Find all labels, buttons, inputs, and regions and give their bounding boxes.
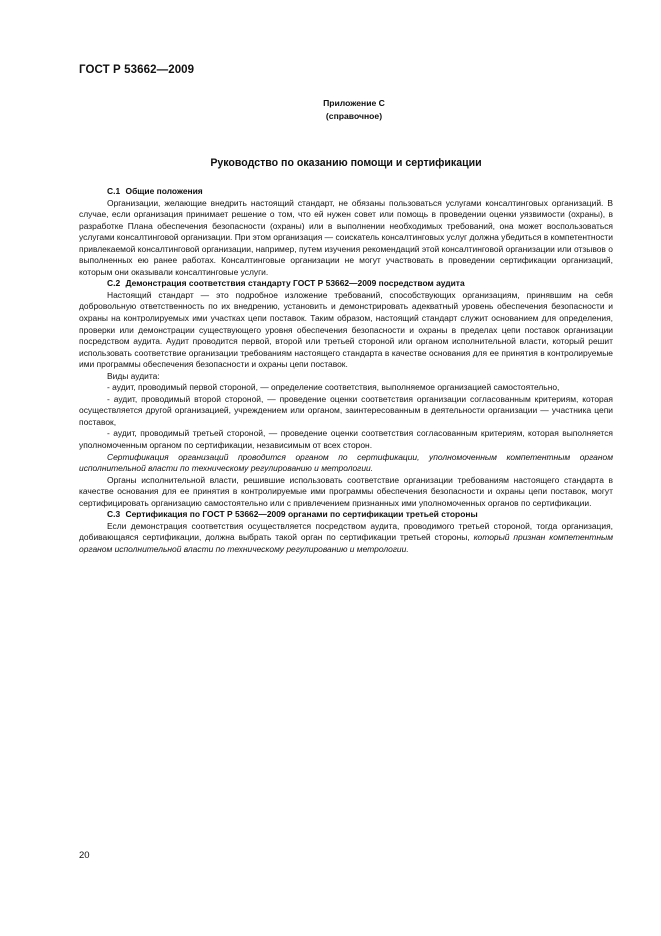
page-number: 20: [79, 850, 90, 861]
section-number: С.2: [107, 278, 121, 289]
section-number: С.1: [107, 186, 121, 196]
document-code: ГОСТ Р 53662—2009: [79, 64, 195, 76]
section-heading-c2: [79, 278, 613, 290]
paragraph: Организации, желающие внедрить настоящий стандарт, не обязаны пользоваться услугами консалтинговых организаций. В случае, если организация принимает решение о том, что ей нужен совет или помощь в проведении оценки уязвимости (охраны), в разработке Плана обеспечения безопасности (охраны) или в выполнении необходимых требований, она может воспользоваться услугами консалтинговой организации. При этом организация — соискатель консалтинговых услуг должна убедиться в компетентности привлекаемой консалтинговой организации, например, путем изучения рекомендаций этой консалтинговой организации или отзывов о выполненных ею ранее работах. Консалтинговые организации не могут участвовать в проведении сертификации организаций, которым они оказывали консалтинговые услуги.: [79, 197, 613, 277]
paragraph: [79, 521, 613, 556]
paragraph-text: Если демонстрация соответствия осуществляется посредством аудита, проводимого третьей стороной, тогда организация, добивающаяся сертификации, должна выбрать такой орган по сертификации третьей стороны,: [79, 520, 613, 543]
paragraph: Настоящий стандарт — это подробное изложение требований, способствующих организациям, принявшим на себя добровольную ответственность по их внедрению, установить и демонстрировать адекватный уровень обеспечения безопасности и охраны на контролируемых ими участках цепи поставок. Таким образом, настоящий стандарт служит основанием для определения, проверки или демонстрации существующего уровня обеспечения безопасности и охраны в пределах цепи поставок организации посредством аудита. Аудит проводится первой, второй или третьей стороной или органом исполнительной власти, который решит использовать соответствие организации требованиям настоящего стандарта в качестве основания для ее принятия в контролируемые ими программы обеспечения безопасности и охраны цепи поставок.: [79, 289, 613, 370]
list-intro: Виды аудита:: [107, 370, 160, 381]
annex-type: (справочное): [325, 111, 383, 121]
list-item: - аудит, проводимый первой стороной, — определение соответствия, выполняемое организацией самостоятельно,: [107, 382, 560, 393]
italic-note: Сертификация организаций проводится органом по сертификации, уполномоченным компетентным органом исполнительной власти по техническому регулированию и метрологии.: [79, 451, 613, 474]
section-number: С.3: [107, 509, 121, 520]
section-title: Общие положения: [125, 186, 203, 196]
section-title: Демонстрация соответствия стандарту ГОСТ Р 53662—2009 посредством аудита: [125, 278, 465, 289]
section-heading-c3: [79, 509, 613, 521]
annex-title: Руководство по оказанию помощи и сертификации: [210, 157, 482, 169]
annex-label: Приложение С: [323, 98, 385, 108]
annex-block: [79, 97, 613, 123]
section-title: Сертификация по ГОСТ Р 53662—2009 органами по сертификации третьей стороны: [125, 509, 478, 520]
list-item: - аудит, проводимый третьей стороной, — проведение оценки соответствия согласованным критериям, которая выполняется уполномоченным органом по сертификации, независимым от всех сторон.: [79, 428, 613, 451]
annex-body: [79, 186, 613, 556]
list-item: - аудит, проводимый второй стороной, — проведение оценки соответствия организации согласованным критериям, которая осуществляется другой организацией, учреждением или органом, заинтересованным в деятельности организации — участника цепи поставок,: [79, 393, 613, 427]
paragraph: Органы исполнительной власти, решившие использовать соответствие организации требованиям настоящего стандарта в качестве основания для ее принятия в контролируемые ими программы обеспечения безопасности и охраны цепи поставок, могут сертифицировать организацию самостоятельно или с привлечением признанных ими уполномоченных органов по сертификации.: [79, 474, 613, 508]
paragraph-italic-text: который признан компетентным органом исполнительной власти по техническому регулированию и метрологии.: [79, 532, 613, 554]
section-heading-c1: [79, 186, 613, 198]
